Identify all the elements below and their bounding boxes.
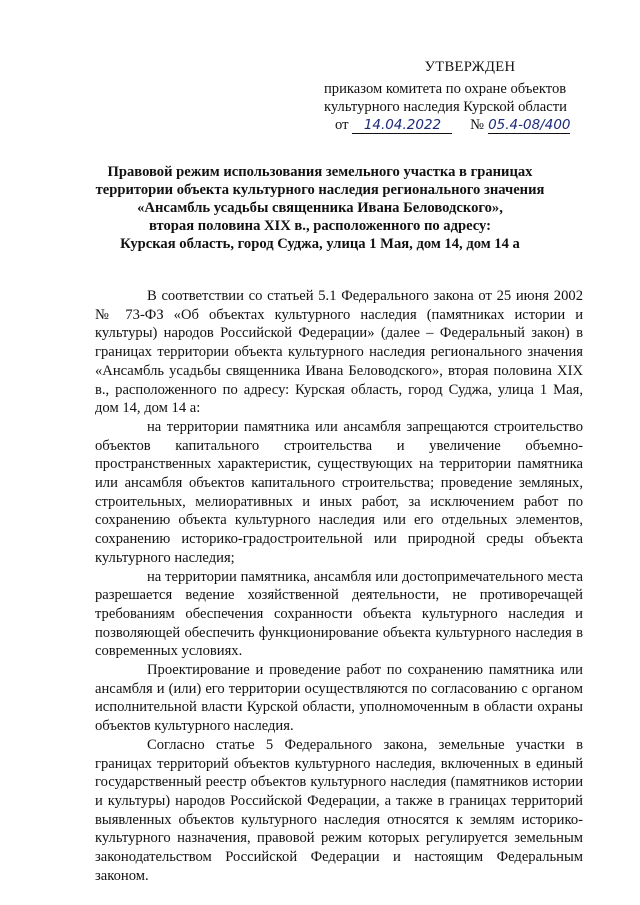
handwritten-date: 14.04.2022 (352, 118, 452, 134)
approval-heading: УТВЕРЖДЕН (424, 59, 516, 75)
approval-date-line (310, 116, 600, 134)
paragraph-1: В соответствии со статьей 5.1 Федерального закона от 25 июня 2002 № 73-ФЗ «Об объектах культурного наследия (памятниках истории и культуры) народов Российской Федерации» (далее – Федеральный закон) в границах территории объекта культурного наследия регионального значения «Ансамбль усадьбы священника Ивана Беловодского», вторая половина XIX в., расположенного по адресу: Курская область, город Суджа, улица 1 Мая, дом 14, дом 14 а: (95, 288, 583, 417)
approval-line-2: культурного наследия Курской области (324, 99, 567, 115)
paragraph-4: Проектирование и проведение работ по сохранению памятника или ансамбля и (или) его территории осуществляются по согласованию с органом исполнительной власти Курской области, уполномоченным в области охраны объектов культурного наследия. (95, 662, 583, 735)
title-line-4: вторая половина XIX в., расположенного по адресу: (148, 218, 492, 234)
approval-line-1: приказом комитета по охране объектов (324, 81, 567, 97)
number-prefix: № (470, 117, 485, 133)
handwritten-number: 05.4-08/400 (488, 117, 571, 133)
paragraph-3: на территории памятника, ансамбля или достопримечательного места разрешается ведение хозяйственной деятельности, не противоречащей требованиям обеспечения сохранности объекта культурного наследия и позволяющей обеспечить функционирование объекта культурного наследия в современных условиях. (95, 568, 583, 660)
paragraph-5: Согласно статье 5 Федерального закона, земельные участки в границах территорий объектов культурного наследия, включенных в единый государственный реестр объектов культурного наследия (памятников истории и культуры) народов Российской Федерации, а также в границах территорий выявленных объектов культурного наследия относятся к землям историко-культурного назначения, правовой режим которых регулируется земельным законодательством Российской Федерации и настоящим Федеральным законом. (95, 736, 583, 884)
date-prefix: от (335, 117, 349, 133)
title-line-2: территории объекта культурного наследия регионального значения (95, 182, 545, 198)
approval-block (310, 58, 600, 134)
document-body (95, 287, 583, 886)
title-line-3: «Ансамбль усадьбы священника Ивана Беловодского», (137, 200, 503, 216)
title-line-5: Курская область, город Суджа, улица 1 Мая, дом 14, дом 14 а (120, 236, 520, 252)
title-line-1: Правовой режим использования земельного участка в границах (107, 164, 533, 180)
paragraph-2: на территории памятника или ансамбля запрещаются строительство объектов капитального строительства и увеличение объемно-пространственных характеристик, существующих на территории памятника или ансамбля объектов капитального строительства; проведение земляных, строительных, мелиоративных и иных работ, за исключением работ по сохранению объекта культурного наследия или его отдельных элементов, сохранению историко-градостроительной или природной среды объекта культурного наследия; (95, 418, 583, 566)
document-title (70, 163, 570, 253)
